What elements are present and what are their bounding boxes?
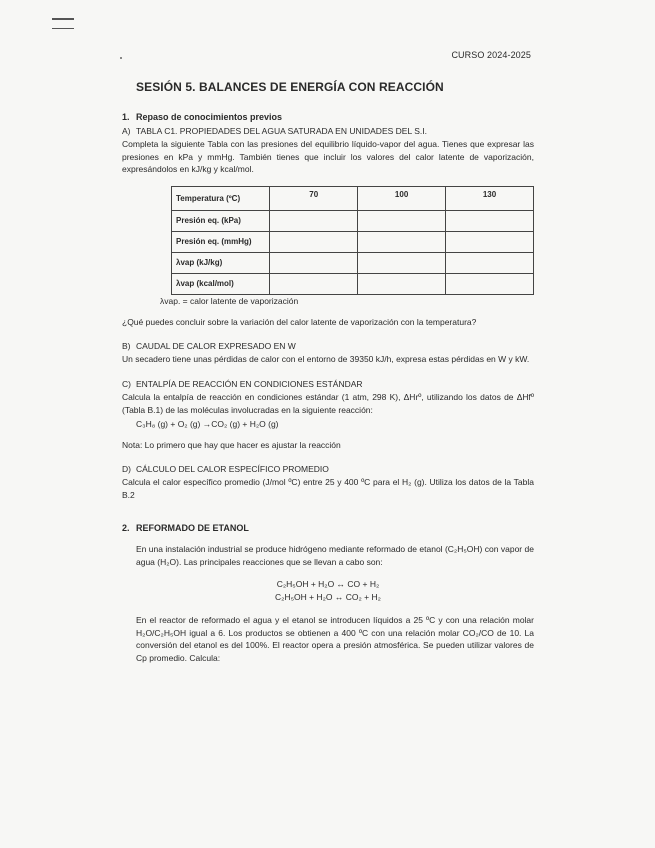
section-1c-text: Calcula la entalpía de reacción en condiciones estándar (1 atm, 298 K), ΔHrº, utilizando los datos de ΔHfº (Tabla B.1) de las moléculas involucradas en la siguiente reacción: (122, 392, 534, 415)
table-row (172, 231, 534, 252)
section-1d-title: D) CÁLCULO DEL CALOR ESPECÍFICO PROMEDIO (122, 464, 329, 474)
row-label: λvap (kcal/mol) (172, 273, 270, 294)
section-2-text: En el reactor de reformado el agua y el etanol se introducen líquidos a 25 ºC y con una relación molar H₂O/C₂H₅OH igual a 6. Los productos se obtienen a 400 ºC con una relación molar CO₂/CO de 10. La conversión del etanol es del 100%. El reactor opera a presión atmosférica. Se pueden utilizar valores de Cp promedio. Calcula: (136, 615, 534, 663)
empty-cell (358, 231, 446, 252)
section-1-heading: 1. Repaso de conocimientos previos (122, 112, 283, 122)
reaction-1: C₂H₅OH + H₂O ↔ CO + H₂ (276, 579, 380, 589)
table-row (172, 252, 534, 273)
section-1d-text: Calcula el calor específico promedio (J/mol ºC) entre 25 y 400 ºC para el H₂ (g). Utiliza los datos de la Tabla B.2 (122, 477, 534, 500)
section-1a-question: ¿Qué puedes concluir sobre la variación del calor latente de vaporización con la temperatura? (122, 316, 477, 327)
empty-cell (270, 231, 358, 252)
scan-mark (52, 18, 74, 32)
table-header-row (172, 186, 534, 210)
row-label: λvap (kJ/kg) (172, 252, 270, 273)
water-properties-table (171, 186, 534, 295)
reforming-reactions (122, 578, 534, 604)
section-2-intro: En una instalación industrial se produce hidrógeno mediante reformado de etanol (C₂H₅OH) con vapor de agua (H₂O). Las principales reacciones que se llevan a cabo son: (136, 544, 534, 567)
section-1c-note: Nota: Lo primero que hay que hacer es ajustar la reacción (122, 440, 341, 450)
course-label: CURSO 2024-2025 (451, 50, 531, 60)
content (122, 80, 534, 664)
table-header-cell: Temperatura (ºC) (172, 186, 270, 210)
empty-cell (446, 252, 534, 273)
empty-cell (358, 273, 446, 294)
propane-combustion-reaction: C₃H₈ (g) + O₂ (g) →CO₂ (g) + H₂O (g) (136, 419, 279, 429)
table-note: λvap. = calor latente de vaporización (160, 295, 299, 306)
empty-cell (446, 231, 534, 252)
empty-cell (446, 273, 534, 294)
table-header-cell: 70 (270, 186, 358, 210)
table-row (172, 210, 534, 231)
empty-cell (446, 210, 534, 231)
reaction-2: C₂H₅OH + H₂O ↔ CO₂ + H₂ (275, 592, 381, 602)
empty-cell (358, 210, 446, 231)
table-row (172, 273, 534, 294)
empty-cell (270, 210, 358, 231)
table-header-cell: 130 (446, 186, 534, 210)
section-2-heading: 2. REFORMADO DE ETANOL (122, 523, 249, 533)
section-1b-text: Un secadero tiene unas pérdidas de calor con el entorno de 39350 kJ/h, expresa estas pérdidas en W y kW. (122, 353, 530, 364)
row-label: Presión eq. (mmHg) (172, 231, 270, 252)
section-1c-title: C) ENTALPÍA DE REACCIÓN EN CONDICIONES ESTÁNDAR (122, 379, 363, 389)
section-1b-title: B) CAUDAL DE CALOR EXPRESADO EN W (122, 340, 296, 351)
empty-cell (358, 252, 446, 273)
section-1a-title: A) TABLA C1. PROPIEDADES DEL AGUA SATURADA EN UNIDADES DEL S.I. (122, 126, 427, 136)
scan-dot (120, 57, 122, 59)
section-1a-text: Completa la siguiente Tabla con las presiones del equilibrio líquido-vapor del agua. Tienes que expresar las presiones en kPa y mmHg. También tienes que incluir los valores del calor latente de vaporización, expresándolos en kJ/kg y kcal/mol. (122, 139, 534, 174)
page-title: SESIÓN 5. BALANCES DE ENERGÍA CON REACCIÓN (136, 80, 444, 94)
table-header-cell: 100 (358, 186, 446, 210)
empty-cell (270, 252, 358, 273)
row-label: Presión eq. (kPa) (172, 210, 270, 231)
empty-cell (270, 273, 358, 294)
